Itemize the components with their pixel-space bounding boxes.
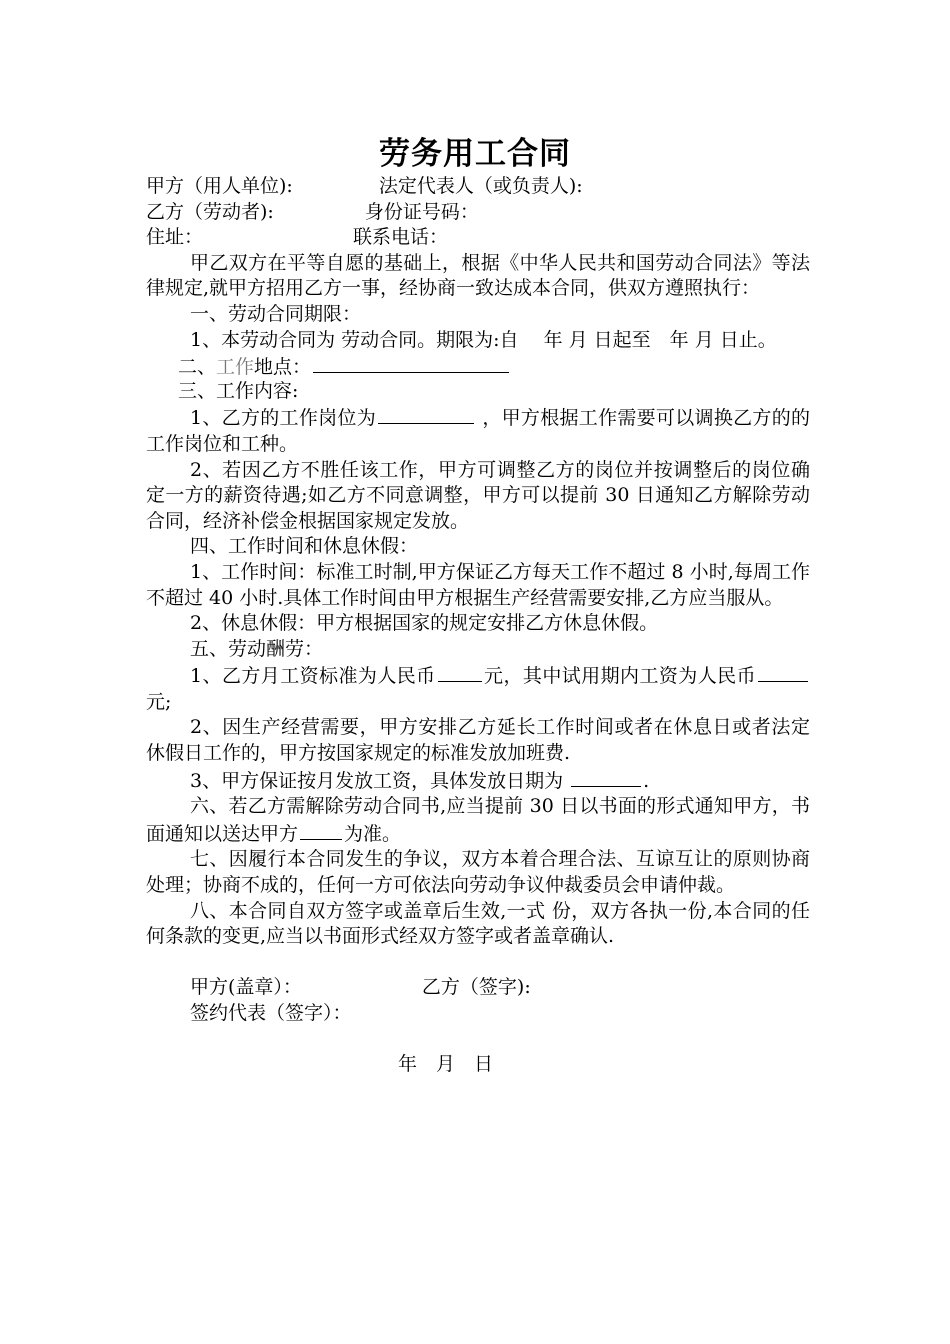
- address-row: [146, 225, 810, 251]
- party-a-row: [146, 174, 810, 200]
- monthly-wage-blank: [438, 662, 482, 682]
- date-line: 年 月 日: [398, 1053, 494, 1076]
- section-1-heading: 一、劳动合同期限：: [190, 302, 362, 325]
- address-label: 住址：: [146, 226, 204, 249]
- section-3-item-1-b: ，甲方根据工作需要可以调换乙方的的工作岗位和工种。: [146, 407, 810, 455]
- section-4-heading: 四、工作时间和休息休假：: [190, 535, 419, 558]
- party-a-seal-label: 甲方(盖章）：: [190, 976, 302, 999]
- section-3-heading: 三、工作内容:: [178, 379, 299, 402]
- section-6-b: 为准。: [344, 822, 402, 845]
- party-b-label: 乙方（劳动者):: [146, 200, 274, 223]
- phone-label: 联系电话：: [353, 226, 449, 249]
- section-5-item-3-b: .: [643, 769, 650, 792]
- document-title: 劳务用工合同: [379, 136, 571, 172]
- section-5-item-1: [146, 662, 810, 715]
- delivery-blank: [300, 820, 342, 840]
- signing-rep-row: 签约代表（签字）：: [190, 1002, 352, 1024]
- party-b-signature-label: 乙方（签字):: [421, 976, 531, 999]
- id-number-label: 身份证号码：: [364, 200, 479, 223]
- section-3-item-1: [146, 404, 810, 457]
- section-6-paragraph: [146, 794, 810, 847]
- signature-row: [146, 975, 810, 1001]
- section-2-label: 地点：: [254, 356, 312, 379]
- job-position-blank: [378, 404, 474, 424]
- section-2-gray-text: 工作: [216, 356, 255, 379]
- section-5-item-1-a: 1、乙方月工资标准为人民币: [190, 665, 436, 688]
- section-8-paragraph: 八、本合同自双方签字或盖章后生效,一式 份，双方各执一份,本合同的任何条款的变更,应当以书面形式经双方签字或者盖章确认.: [146, 899, 810, 948]
- section-5-item-2: 2、因生产经营需要，甲方安排乙方延长工作时间或者在休息日或者法定休假日工作的，甲方按国家规定的标准发放加班费.: [146, 716, 810, 765]
- party-b-row: [146, 200, 810, 226]
- contract-body: [146, 174, 810, 1078]
- section-5-item-3: [146, 767, 810, 795]
- party-a-label: 甲方（用人单位):: [146, 175, 293, 197]
- work-location-blank: [313, 353, 509, 373]
- section-5-item-1-c: 元;: [146, 690, 172, 713]
- section-6-a: 六、若乙方需解除劳动合同书,应当提前 30 日以书面的形式通知甲方，书面通知以送达甲方: [146, 795, 810, 845]
- section-5-item-1-b: 元，其中试用期内工资为人民币: [483, 665, 756, 688]
- section-2-heading: [146, 353, 810, 379]
- section-2-prefix: 二、: [178, 356, 217, 379]
- section-3-item-2: 2、若因乙方不胜任该工作，甲方可调整乙方的岗位并按调整后的岗位确定一方的薪资待遇;如乙方不同意调整，甲方可以提前 30 日通知乙方解除劳动合同，经济补偿金根据国家规定发放。: [146, 458, 810, 532]
- section-5-heading: 五、劳动酬劳：: [190, 637, 324, 660]
- section-5-item-3-a: 3、甲方保证按月发放工资，具体发放日期为: [190, 769, 564, 792]
- section-4-item-1: 1、工作时间：标准工时制,甲方保证乙方每天工作不超过 8 小时,每周工作不超过 40 小时.具体工作时间由甲方根据生产经营需要安排,乙方应当服从。: [146, 560, 810, 609]
- probation-wage-blank: [758, 662, 808, 682]
- section-1-text: 1、本劳动合同为 劳动合同。期限为:自 年 月 日起至 年 月 日止。: [190, 328, 777, 351]
- legal-rep-label: 法定代表人（或负责人):: [378, 175, 583, 197]
- section-7-paragraph: 七、因履行本合同发生的争议，双方本着合理合法、互谅互让的原则协商处理；协商不成的，任何一方可依法向劳动争议仲裁委员会申请仲裁。: [146, 848, 810, 897]
- section-3-item-1-a: 1、乙方的工作岗位为: [190, 407, 376, 430]
- intro-paragraph: 甲乙双方在平等自愿的基础上，根据《中华人民共和国劳动合同法》等法律规定,就甲方招用乙方一事，经协商一致达成本合同，供双方遵照执行：: [146, 251, 810, 300]
- pay-date-blank: [571, 767, 641, 787]
- section-4-item-2: 2、休息休假：甲方根据国家的规定安排乙方休息休假。: [190, 612, 659, 635]
